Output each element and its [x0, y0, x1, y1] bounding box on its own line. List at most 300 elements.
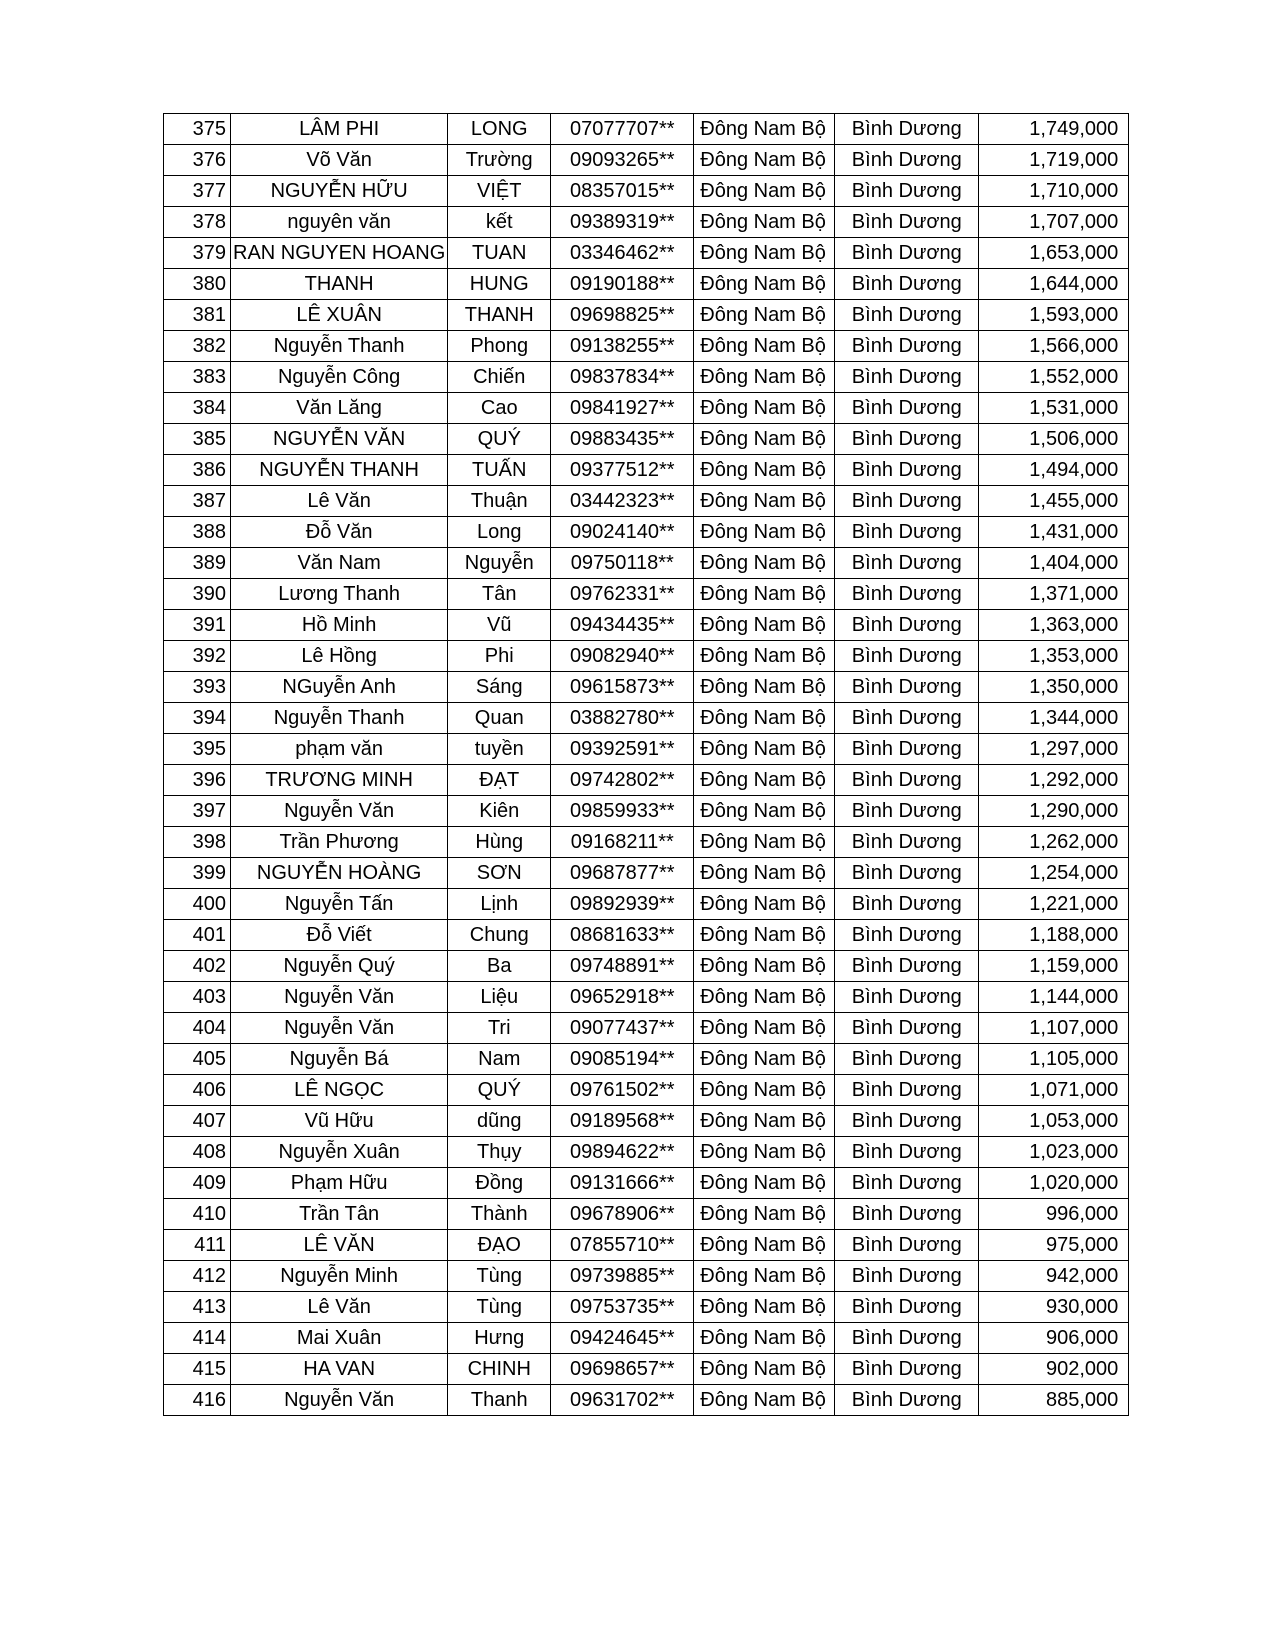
table-row — [164, 1354, 1129, 1385]
phone-cell: 09894622** — [551, 1137, 694, 1168]
table-row — [164, 672, 1129, 703]
surname-middle-cell: Nguyễn Văn — [231, 982, 448, 1013]
surname-middle-cell: Vũ Hữu — [231, 1106, 448, 1137]
province-cell: Bình Dương — [835, 176, 979, 207]
given-name-cell: Liệu — [448, 982, 551, 1013]
phone-cell: 09841927** — [551, 393, 694, 424]
table-body — [164, 114, 1129, 1416]
province-cell: Bình Dương — [835, 579, 979, 610]
surname-middle-cell: Nguyễn Quý — [231, 951, 448, 982]
province-cell: Bình Dương — [835, 393, 979, 424]
given-name-cell: Thuận — [448, 486, 551, 517]
given-name-cell: Nam — [448, 1044, 551, 1075]
amount-cell: 1,749,000 — [979, 114, 1129, 145]
amount-cell: 1,254,000 — [979, 858, 1129, 889]
phone-cell: 03882780** — [551, 703, 694, 734]
table-row — [164, 858, 1129, 889]
surname-middle-cell: Văn Lăng — [231, 393, 448, 424]
province-cell: Bình Dương — [835, 145, 979, 176]
given-name-cell: Hùng — [448, 827, 551, 858]
region-cell: Đông Nam Bộ — [694, 238, 835, 269]
province-cell: Bình Dương — [835, 1137, 979, 1168]
phone-cell: 09168211** — [551, 827, 694, 858]
surname-middle-cell: HA VAN — [231, 1354, 448, 1385]
phone-cell: 09883435** — [551, 424, 694, 455]
region-cell: Đông Nam Bộ — [694, 827, 835, 858]
surname-middle-cell: Nguyễn Thanh — [231, 703, 448, 734]
row-number-cell: 410 — [164, 1199, 231, 1230]
given-name-cell: tuyền — [448, 734, 551, 765]
surname-middle-cell: Nguyễn Xuân — [231, 1137, 448, 1168]
amount-cell: 1,653,000 — [979, 238, 1129, 269]
table-row — [164, 238, 1129, 269]
amount-cell: 1,404,000 — [979, 548, 1129, 579]
given-name-cell: Tùng — [448, 1292, 551, 1323]
amount-cell: 1,506,000 — [979, 424, 1129, 455]
data-table — [163, 113, 1129, 1416]
region-cell: Đông Nam Bộ — [694, 424, 835, 455]
given-name-cell: Tri — [448, 1013, 551, 1044]
province-cell: Bình Dương — [835, 207, 979, 238]
amount-cell: 1,071,000 — [979, 1075, 1129, 1106]
table-row — [164, 1137, 1129, 1168]
table-row — [164, 1013, 1129, 1044]
table-row — [164, 114, 1129, 145]
table-row — [164, 176, 1129, 207]
given-name-cell: TUAN — [448, 238, 551, 269]
region-cell: Đông Nam Bộ — [694, 362, 835, 393]
table-row — [164, 827, 1129, 858]
table-row — [164, 269, 1129, 300]
given-name-cell: Nguyễn — [448, 548, 551, 579]
phone-cell: 09859933** — [551, 796, 694, 827]
region-cell: Đông Nam Bộ — [694, 1168, 835, 1199]
region-cell: Đông Nam Bộ — [694, 176, 835, 207]
region-cell: Đông Nam Bộ — [694, 796, 835, 827]
phone-cell: 09678906** — [551, 1199, 694, 1230]
amount-cell: 1,159,000 — [979, 951, 1129, 982]
amount-cell: 1,221,000 — [979, 889, 1129, 920]
row-number-cell: 407 — [164, 1106, 231, 1137]
surname-middle-cell: Lê Văn — [231, 1292, 448, 1323]
amount-cell: 1,552,000 — [979, 362, 1129, 393]
amount-cell: 930,000 — [979, 1292, 1129, 1323]
row-number-cell: 399 — [164, 858, 231, 889]
row-number-cell: 405 — [164, 1044, 231, 1075]
region-cell: Đông Nam Bộ — [694, 486, 835, 517]
phone-cell: 09837834** — [551, 362, 694, 393]
row-number-cell: 390 — [164, 579, 231, 610]
region-cell: Đông Nam Bộ — [694, 1199, 835, 1230]
given-name-cell: QUÝ — [448, 424, 551, 455]
table-row — [164, 1292, 1129, 1323]
region-cell: Đông Nam Bộ — [694, 734, 835, 765]
province-cell: Bình Dương — [835, 1199, 979, 1230]
region-cell: Đông Nam Bộ — [694, 300, 835, 331]
province-cell: Bình Dương — [835, 1385, 979, 1416]
surname-middle-cell: Nguyễn Thanh — [231, 331, 448, 362]
table-row — [164, 1075, 1129, 1106]
amount-cell: 902,000 — [979, 1354, 1129, 1385]
phone-cell: 09424645** — [551, 1323, 694, 1354]
region-cell: Đông Nam Bộ — [694, 331, 835, 362]
row-number-cell: 382 — [164, 331, 231, 362]
given-name-cell: Trường — [448, 145, 551, 176]
amount-cell: 1,292,000 — [979, 765, 1129, 796]
given-name-cell: Kiên — [448, 796, 551, 827]
region-cell: Đông Nam Bộ — [694, 455, 835, 486]
region-cell: Đông Nam Bộ — [694, 1137, 835, 1168]
phone-cell: 09434435** — [551, 610, 694, 641]
table-row — [164, 517, 1129, 548]
surname-middle-cell: nguyên văn — [231, 207, 448, 238]
province-cell: Bình Dương — [835, 548, 979, 579]
row-number-cell: 389 — [164, 548, 231, 579]
surname-middle-cell: Nguyễn Văn — [231, 1385, 448, 1416]
table-row — [164, 920, 1129, 951]
amount-cell: 1,710,000 — [979, 176, 1129, 207]
province-cell: Bình Dương — [835, 889, 979, 920]
phone-cell: 09762331** — [551, 579, 694, 610]
surname-middle-cell: RAN NGUYEN HOANG — [231, 238, 448, 269]
amount-cell: 1,297,000 — [979, 734, 1129, 765]
given-name-cell: Chung — [448, 920, 551, 951]
table-row — [164, 982, 1129, 1013]
surname-middle-cell: LÂM PHI — [231, 114, 448, 145]
row-number-cell: 416 — [164, 1385, 231, 1416]
province-cell: Bình Dương — [835, 1075, 979, 1106]
province-cell: Bình Dương — [835, 951, 979, 982]
province-cell: Bình Dương — [835, 114, 979, 145]
surname-middle-cell: Trần Tân — [231, 1199, 448, 1230]
region-cell: Đông Nam Bộ — [694, 951, 835, 982]
table-row — [164, 1044, 1129, 1075]
phone-cell: 09892939** — [551, 889, 694, 920]
table-row — [164, 1230, 1129, 1261]
phone-cell: 09652918** — [551, 982, 694, 1013]
table-row — [164, 641, 1129, 672]
amount-cell: 1,531,000 — [979, 393, 1129, 424]
region-cell: Đông Nam Bộ — [694, 1106, 835, 1137]
table-row — [164, 1168, 1129, 1199]
given-name-cell: SƠN — [448, 858, 551, 889]
province-cell: Bình Dương — [835, 517, 979, 548]
phone-cell: 07077707** — [551, 114, 694, 145]
surname-middle-cell: Võ Văn — [231, 145, 448, 176]
province-cell: Bình Dương — [835, 1106, 979, 1137]
row-number-cell: 376 — [164, 145, 231, 176]
amount-cell: 996,000 — [979, 1199, 1129, 1230]
row-number-cell: 391 — [164, 610, 231, 641]
surname-middle-cell: TRƯƠNG MINH — [231, 765, 448, 796]
phone-cell: 09077437** — [551, 1013, 694, 1044]
amount-cell: 1,020,000 — [979, 1168, 1129, 1199]
row-number-cell: 412 — [164, 1261, 231, 1292]
row-number-cell: 398 — [164, 827, 231, 858]
province-cell: Bình Dương — [835, 765, 979, 796]
province-cell: Bình Dương — [835, 703, 979, 734]
row-number-cell: 384 — [164, 393, 231, 424]
row-number-cell: 380 — [164, 269, 231, 300]
phone-cell: 09389319** — [551, 207, 694, 238]
region-cell: Đông Nam Bộ — [694, 641, 835, 672]
surname-middle-cell: NGUYỄN HỮU — [231, 176, 448, 207]
given-name-cell: Thành — [448, 1199, 551, 1230]
province-cell: Bình Dương — [835, 920, 979, 951]
amount-cell: 1,188,000 — [979, 920, 1129, 951]
given-name-cell: Thụy — [448, 1137, 551, 1168]
given-name-cell: Tùng — [448, 1261, 551, 1292]
row-number-cell: 393 — [164, 672, 231, 703]
row-number-cell: 379 — [164, 238, 231, 269]
amount-cell: 1,023,000 — [979, 1137, 1129, 1168]
region-cell: Đông Nam Bộ — [694, 517, 835, 548]
phone-cell: 09377512** — [551, 455, 694, 486]
province-cell: Bình Dương — [835, 1292, 979, 1323]
given-name-cell: Đồng — [448, 1168, 551, 1199]
row-number-cell: 392 — [164, 641, 231, 672]
region-cell: Đông Nam Bộ — [694, 579, 835, 610]
table-row — [164, 734, 1129, 765]
given-name-cell: THANH — [448, 300, 551, 331]
given-name-cell: Thanh — [448, 1385, 551, 1416]
surname-middle-cell: Nguyễn Văn — [231, 796, 448, 827]
table-row — [164, 889, 1129, 920]
row-number-cell: 378 — [164, 207, 231, 238]
amount-cell: 1,290,000 — [979, 796, 1129, 827]
phone-cell: 07855710** — [551, 1230, 694, 1261]
phone-cell: 08357015** — [551, 176, 694, 207]
table-row — [164, 951, 1129, 982]
amount-cell: 1,566,000 — [979, 331, 1129, 362]
amount-cell: 1,363,000 — [979, 610, 1129, 641]
surname-middle-cell: Đỗ Viết — [231, 920, 448, 951]
row-number-cell: 395 — [164, 734, 231, 765]
table-row — [164, 1106, 1129, 1137]
row-number-cell: 406 — [164, 1075, 231, 1106]
phone-cell: 09761502** — [551, 1075, 694, 1106]
amount-cell: 1,455,000 — [979, 486, 1129, 517]
region-cell: Đông Nam Bộ — [694, 207, 835, 238]
phone-cell: 08681633** — [551, 920, 694, 951]
given-name-cell: LONG — [448, 114, 551, 145]
amount-cell: 1,494,000 — [979, 455, 1129, 486]
province-cell: Bình Dương — [835, 362, 979, 393]
phone-cell: 09687877** — [551, 858, 694, 889]
phone-cell: 09189568** — [551, 1106, 694, 1137]
given-name-cell: Cao — [448, 393, 551, 424]
given-name-cell: HUNG — [448, 269, 551, 300]
province-cell: Bình Dương — [835, 1044, 979, 1075]
table-row — [164, 1199, 1129, 1230]
row-number-cell: 394 — [164, 703, 231, 734]
phone-cell: 09742802** — [551, 765, 694, 796]
surname-middle-cell: Lê Văn — [231, 486, 448, 517]
region-cell: Đông Nam Bộ — [694, 1261, 835, 1292]
phone-cell: 09698825** — [551, 300, 694, 331]
given-name-cell: Ba — [448, 951, 551, 982]
surname-middle-cell: LÊ VĂN — [231, 1230, 448, 1261]
province-cell: Bình Dương — [835, 734, 979, 765]
row-number-cell: 404 — [164, 1013, 231, 1044]
province-cell: Bình Dương — [835, 1230, 979, 1261]
row-number-cell: 409 — [164, 1168, 231, 1199]
amount-cell: 1,707,000 — [979, 207, 1129, 238]
region-cell: Đông Nam Bộ — [694, 858, 835, 889]
surname-middle-cell: LÊ XUÂN — [231, 300, 448, 331]
province-cell: Bình Dương — [835, 486, 979, 517]
phone-cell: 09753735** — [551, 1292, 694, 1323]
given-name-cell: dũng — [448, 1106, 551, 1137]
province-cell: Bình Dương — [835, 982, 979, 1013]
row-number-cell: 400 — [164, 889, 231, 920]
amount-cell: 1,719,000 — [979, 145, 1129, 176]
table-row — [164, 1261, 1129, 1292]
amount-cell: 906,000 — [979, 1323, 1129, 1354]
given-name-cell: Lịnh — [448, 889, 551, 920]
province-cell: Bình Dương — [835, 1013, 979, 1044]
surname-middle-cell: phạm văn — [231, 734, 448, 765]
row-number-cell: 415 — [164, 1354, 231, 1385]
surname-middle-cell: LÊ NGỌC — [231, 1075, 448, 1106]
table-row — [164, 579, 1129, 610]
row-number-cell: 414 — [164, 1323, 231, 1354]
phone-cell: 03442323** — [551, 486, 694, 517]
surname-middle-cell: Văn Nam — [231, 548, 448, 579]
table-row — [164, 393, 1129, 424]
amount-cell: 975,000 — [979, 1230, 1129, 1261]
province-cell: Bình Dương — [835, 331, 979, 362]
surname-middle-cell: NGuyễn Anh — [231, 672, 448, 703]
table-row — [164, 362, 1129, 393]
amount-cell: 1,644,000 — [979, 269, 1129, 300]
amount-cell: 1,350,000 — [979, 672, 1129, 703]
region-cell: Đông Nam Bộ — [694, 765, 835, 796]
given-name-cell: Vũ — [448, 610, 551, 641]
surname-middle-cell: Nguyễn Tấn — [231, 889, 448, 920]
given-name-cell: Quan — [448, 703, 551, 734]
surname-middle-cell: Nguyễn Văn — [231, 1013, 448, 1044]
amount-cell: 885,000 — [979, 1385, 1129, 1416]
amount-cell: 1,353,000 — [979, 641, 1129, 672]
row-number-cell: 377 — [164, 176, 231, 207]
amount-cell: 1,371,000 — [979, 579, 1129, 610]
region-cell: Đông Nam Bộ — [694, 1013, 835, 1044]
phone-cell: 09698657** — [551, 1354, 694, 1385]
amount-cell: 1,431,000 — [979, 517, 1129, 548]
table-row — [164, 1323, 1129, 1354]
amount-cell: 1,344,000 — [979, 703, 1129, 734]
phone-cell: 09082940** — [551, 641, 694, 672]
surname-middle-cell: Lương Thanh — [231, 579, 448, 610]
region-cell: Đông Nam Bộ — [694, 269, 835, 300]
province-cell: Bình Dương — [835, 796, 979, 827]
province-cell: Bình Dương — [835, 1261, 979, 1292]
region-cell: Đông Nam Bộ — [694, 672, 835, 703]
table-row — [164, 424, 1129, 455]
surname-middle-cell: Phạm Hữu — [231, 1168, 448, 1199]
region-cell: Đông Nam Bộ — [694, 1230, 835, 1261]
region-cell: Đông Nam Bộ — [694, 145, 835, 176]
table-row — [164, 610, 1129, 641]
region-cell: Đông Nam Bộ — [694, 1323, 835, 1354]
table-row — [164, 796, 1129, 827]
surname-middle-cell: THANH — [231, 269, 448, 300]
phone-cell: 09615873** — [551, 672, 694, 703]
table-row — [164, 145, 1129, 176]
surname-middle-cell: Hồ Minh — [231, 610, 448, 641]
surname-middle-cell: Lê Hồng — [231, 641, 448, 672]
phone-cell: 09739885** — [551, 1261, 694, 1292]
region-cell: Đông Nam Bộ — [694, 1385, 835, 1416]
surname-middle-cell: NGUYỄN HOÀNG — [231, 858, 448, 889]
amount-cell: 1,593,000 — [979, 300, 1129, 331]
given-name-cell: QUÝ — [448, 1075, 551, 1106]
province-cell: Bình Dương — [835, 641, 979, 672]
row-number-cell: 401 — [164, 920, 231, 951]
region-cell: Đông Nam Bộ — [694, 114, 835, 145]
given-name-cell: Phong — [448, 331, 551, 362]
amount-cell: 1,144,000 — [979, 982, 1129, 1013]
province-cell: Bình Dương — [835, 1323, 979, 1354]
province-cell: Bình Dương — [835, 1354, 979, 1385]
table-row — [164, 486, 1129, 517]
phone-cell: 09748891** — [551, 951, 694, 982]
row-number-cell: 403 — [164, 982, 231, 1013]
phone-cell: 03346462** — [551, 238, 694, 269]
region-cell: Đông Nam Bộ — [694, 703, 835, 734]
given-name-cell: Long — [448, 517, 551, 548]
row-number-cell: 387 — [164, 486, 231, 517]
surname-middle-cell: Nguyễn Minh — [231, 1261, 448, 1292]
row-number-cell: 397 — [164, 796, 231, 827]
province-cell: Bình Dương — [835, 672, 979, 703]
province-cell: Bình Dương — [835, 424, 979, 455]
amount-cell: 1,105,000 — [979, 1044, 1129, 1075]
given-name-cell: Tân — [448, 579, 551, 610]
phone-cell: 09085194** — [551, 1044, 694, 1075]
table-row — [164, 455, 1129, 486]
region-cell: Đông Nam Bộ — [694, 548, 835, 579]
surname-middle-cell: Nguyễn Công — [231, 362, 448, 393]
region-cell: Đông Nam Bộ — [694, 920, 835, 951]
province-cell: Bình Dương — [835, 1168, 979, 1199]
table-row — [164, 765, 1129, 796]
surname-middle-cell: Mai Xuân — [231, 1323, 448, 1354]
row-number-cell: 402 — [164, 951, 231, 982]
province-cell: Bình Dương — [835, 269, 979, 300]
phone-cell: 09138255** — [551, 331, 694, 362]
given-name-cell: Chiến — [448, 362, 551, 393]
table-row — [164, 703, 1129, 734]
region-cell: Đông Nam Bộ — [694, 1075, 835, 1106]
province-cell: Bình Dương — [835, 455, 979, 486]
province-cell: Bình Dương — [835, 827, 979, 858]
row-number-cell: 386 — [164, 455, 231, 486]
surname-middle-cell: Nguyễn Bá — [231, 1044, 448, 1075]
row-number-cell: 411 — [164, 1230, 231, 1261]
given-name-cell: Phi — [448, 641, 551, 672]
given-name-cell: TUẤN — [448, 455, 551, 486]
given-name-cell: Sáng — [448, 672, 551, 703]
table-row — [164, 207, 1129, 238]
province-cell: Bình Dương — [835, 300, 979, 331]
region-cell: Đông Nam Bộ — [694, 889, 835, 920]
given-name-cell: kết — [448, 207, 551, 238]
province-cell: Bình Dương — [835, 238, 979, 269]
row-number-cell: 396 — [164, 765, 231, 796]
phone-cell: 09392591** — [551, 734, 694, 765]
